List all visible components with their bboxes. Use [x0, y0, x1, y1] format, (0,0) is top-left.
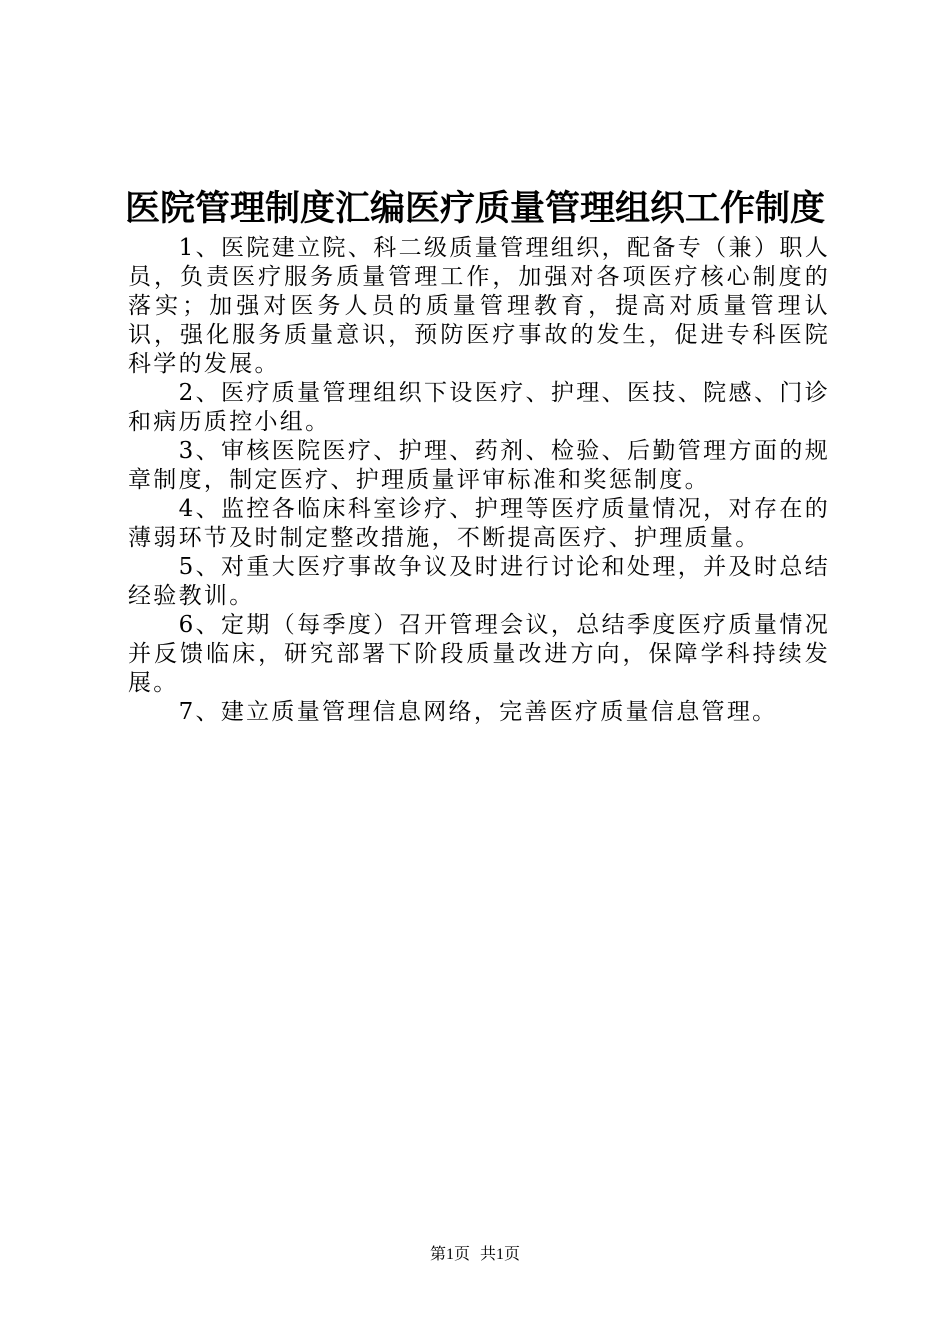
page-footer: [0, 1244, 950, 1266]
paragraph-4: 4、监控各临床科室诊疗、护理等医疗质量情况，对存在的薄弱环节及时制定整改措施，不断提高医疗、护理质量。: [128, 496, 830, 551]
paragraph-2: 2、医疗质量管理组织下设医疗、护理、医技、院感、门诊和病历质控小组。: [128, 380, 830, 435]
document-title: 医院管理制度汇编医疗质量管理组织工作制度: [124, 188, 825, 229]
page-number-current: 第1页: [429, 1246, 470, 1263]
paragraph-3: 3、审核医院医疗、护理、药剂、检验、后勤管理方面的规章制度，制定医疗、护理质量评审标准和奖惩制度。: [128, 438, 830, 493]
paragraph-6: 6、定期（每季度）召开管理会议，总结季度医疗质量情况并反馈临床，研究部署下阶段质量改进方向，保障学科持续发展。: [128, 612, 830, 696]
paragraph-1: 1、医院建立院、科二级质量管理组织，配备专（兼）职人员，负责医疗服务质量管理工作，加强对各项医疗核心制度的落实；加强对医务人员的质量管理教育，提高对质量管理认识，强化服务质量意识，预防医疗事故的发生，促进专科医院科学的发展。: [128, 235, 830, 377]
document-body: [128, 234, 830, 727]
paragraph-5: 5、对重大医疗事故争议及时进行讨论和处理，并及时总结经验教训。: [128, 554, 830, 609]
paragraph-7: 7、建立质量管理信息网络，完善医疗质量信息管理。: [178, 699, 778, 725]
page-number-total: 共1页: [480, 1246, 521, 1263]
